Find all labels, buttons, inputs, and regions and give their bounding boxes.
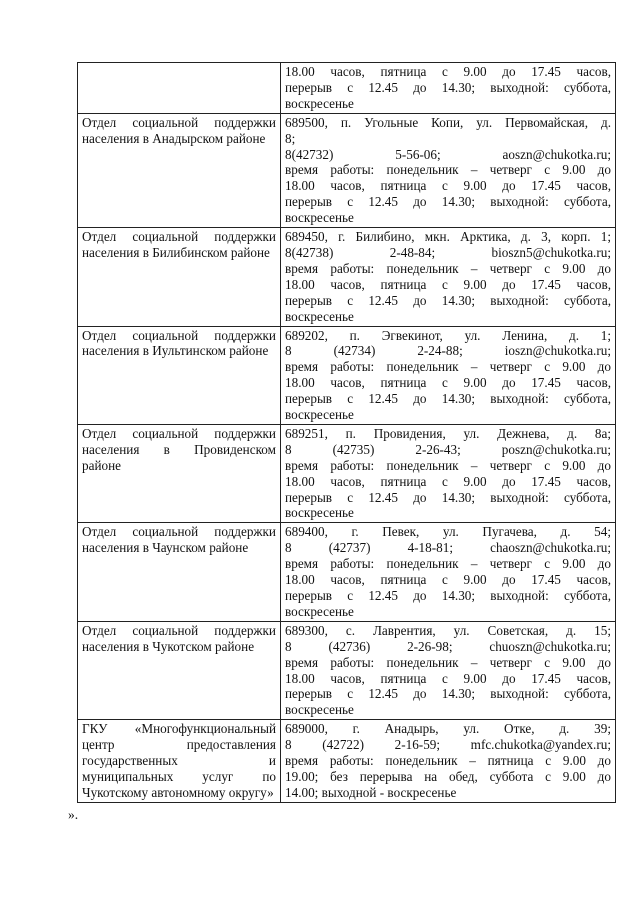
contact-line: 8 (42736) 2-26-98; chuoszn@chukotka.ru; bbox=[285, 638, 611, 654]
contact-line: время работы: понедельник – четверг с 9.00 до bbox=[285, 359, 611, 375]
contact-line: 8(42732) 5-56-06; aoszn@chukotka.ru; bbox=[285, 146, 611, 162]
office-contact-info bbox=[281, 63, 616, 114]
contact-line: 18.00 часов, пятница с 9.00 до 17.45 часов, bbox=[285, 670, 611, 686]
contact-line: воскресенье bbox=[285, 603, 354, 619]
contact-line: 18.00 часов, пятница с 9.00 до 17.45 часов, bbox=[285, 572, 611, 588]
contact-line: перерыв с 12.45 до 14.30; выходной: суббота, bbox=[285, 588, 611, 603]
contact-line: время работы: понедельник – четверг с 9.00 до bbox=[285, 260, 611, 276]
contact-line: 689450, г. Билибино, мкн. Арктика, д. 3, корп. 1; bbox=[285, 229, 611, 245]
table-row bbox=[78, 523, 616, 621]
contact-line: 689000, г. Анадырь, ул. Отке, д. 39; bbox=[285, 721, 611, 737]
table-row bbox=[78, 63, 616, 114]
contact-line: воскресенье bbox=[285, 702, 354, 718]
contact-line: воскресенье bbox=[285, 308, 354, 324]
table-row bbox=[78, 326, 616, 424]
contact-line: 8 (42737) 4-18-81; chaoszn@chukotka.ru; bbox=[285, 540, 611, 556]
offices-table-body bbox=[78, 63, 616, 803]
contact-line: перерыв с 12.45 до 14.30; выходной: суббота, bbox=[285, 292, 611, 308]
office-name: ГКУ «Многофункциональный центр предоставления государственных и муниципальных услуг по Чукотскому автономному округу» bbox=[78, 720, 281, 803]
office-contact-info bbox=[281, 424, 616, 522]
contact-line: 19.00; без перерыва на обед, суббота с 9.00 до bbox=[285, 768, 611, 784]
closing-quote: ». bbox=[68, 807, 79, 822]
office-contact-info bbox=[281, 621, 616, 719]
contact-line: время работы: понедельник – четверг с 9.00 до bbox=[285, 654, 611, 670]
contact-line: 18.00 часов, пятница с 9.00 до 17.45 часов, bbox=[285, 276, 611, 292]
contact-line: время работы: понедельник – четверг с 9.00 до bbox=[285, 556, 611, 572]
office-contact-info bbox=[281, 113, 616, 227]
table-row bbox=[78, 720, 616, 803]
contact-line: перерыв с 12.45 до 14.30; выходной: суббота, bbox=[285, 391, 611, 407]
office-name: Отдел социальной поддержки населения в Чукотском районе bbox=[78, 621, 281, 719]
office-contact-info bbox=[281, 720, 616, 803]
contact-line: 18.00 часов, пятница с 9.00 до 17.45 часов, bbox=[285, 473, 611, 489]
offices-table bbox=[77, 62, 616, 803]
contact-line: перерыв с 12.45 до 14.30; выходной: суббота, bbox=[285, 79, 611, 95]
contact-line: время работы: понедельник – пятница с 9.00 до bbox=[285, 753, 611, 769]
contact-line: 14.00; выходной - воскресенье bbox=[285, 784, 457, 800]
contact-line: перерыв с 12.45 до 14.30; выходной: суббота, bbox=[285, 194, 611, 210]
office-name: Отдел социальной поддержки населения в Чаунском районе bbox=[78, 523, 281, 621]
contact-line: 689400, г. Певек, ул. Пугачева, д. 54; bbox=[285, 524, 611, 540]
contact-line: 18.00 часов, пятница с 9.00 до 17.45 часов, bbox=[285, 178, 611, 194]
office-name: Отдел социальной поддержки населения в Иультинском районе bbox=[78, 326, 281, 424]
contact-line: 8 (42734) 2-24-88; ioszn@chukotka.ru; bbox=[285, 343, 611, 359]
office-contact-info bbox=[281, 523, 616, 621]
contact-line: время работы: понедельник – четверг с 9.00 до bbox=[285, 162, 611, 178]
office-name: Отдел социальной поддержки населения в Билибинском районе bbox=[78, 228, 281, 326]
contact-line: 689300, с. Лаврентия, ул. Советская, д. 15; bbox=[285, 622, 611, 638]
contact-line: 18.00 часов, пятница с 9.00 до 17.45 часов, bbox=[285, 64, 611, 79]
contact-line: 689202, п. Эгвекинот, ул. Ленина, д. 1; bbox=[285, 327, 611, 343]
table-row bbox=[78, 228, 616, 326]
contact-line: 8; bbox=[285, 130, 296, 146]
contact-line: 8(42738) 2-48-84; bioszn5@chukotka.ru; bbox=[285, 244, 611, 260]
contact-line: 8 (42722) 2-16-59; mfc.chukotka@yandex.ru; bbox=[285, 737, 611, 753]
office-contact-info bbox=[281, 228, 616, 326]
contact-line: 8 (42735) 2-26-43; poszn@chukotka.ru; bbox=[285, 441, 611, 457]
contact-line: 689500, п. Угольные Копи, ул. Первомайская, д. bbox=[285, 114, 611, 130]
contact-line: перерыв с 12.45 до 14.30; выходной: суббота, bbox=[285, 489, 611, 505]
contact-line: 18.00 часов, пятница с 9.00 до 17.45 часов, bbox=[285, 375, 611, 391]
contact-line: 689251, п. Провидения, ул. Дежнева, д. 8а; bbox=[285, 425, 611, 441]
office-name: Отдел социальной поддержки населения в Провиденском районе bbox=[78, 424, 281, 522]
office-name: Отдел социальной поддержки населения в Анадырском районе bbox=[78, 113, 281, 227]
contact-line: время работы: понедельник – четверг с 9.00 до bbox=[285, 457, 611, 473]
table-row bbox=[78, 621, 616, 719]
table-row bbox=[78, 113, 616, 227]
office-contact-info bbox=[281, 326, 616, 424]
office-name bbox=[78, 63, 281, 114]
contact-line: воскресенье bbox=[285, 407, 354, 423]
contact-line: воскресенье bbox=[285, 505, 354, 521]
table-row bbox=[78, 424, 616, 522]
contact-line: воскресенье bbox=[285, 95, 354, 111]
contact-line: перерыв с 12.45 до 14.30; выходной: суббота, bbox=[285, 686, 611, 702]
contact-line: воскресенье bbox=[285, 210, 354, 226]
